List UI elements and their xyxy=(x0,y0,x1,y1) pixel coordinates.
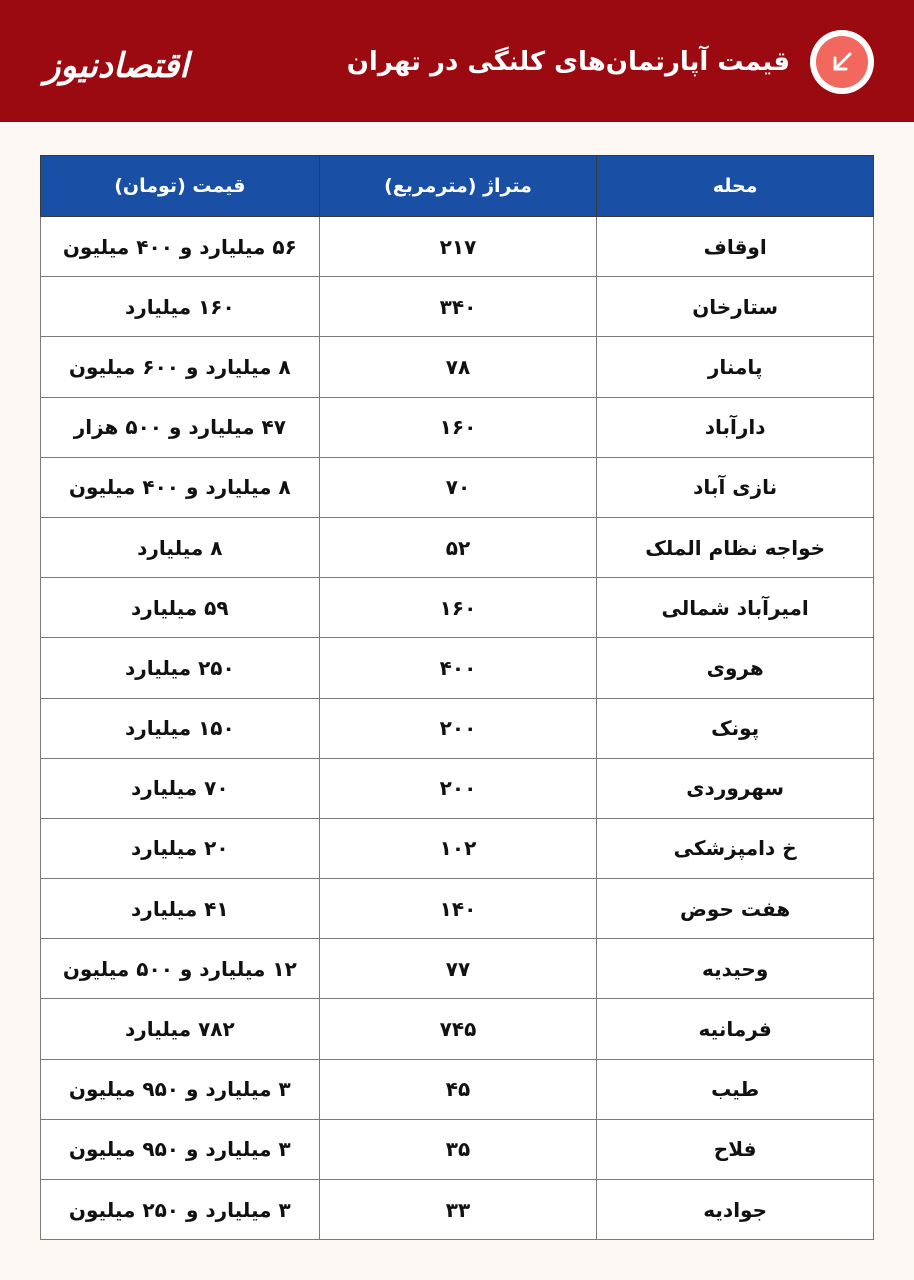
cell-area: ۴۵ xyxy=(319,1059,597,1119)
table-row xyxy=(41,457,874,517)
header-banner xyxy=(0,0,914,122)
cell-area: ۱۶۰ xyxy=(319,397,597,457)
cell-neighborhood: سهروردی xyxy=(597,758,874,818)
table-row xyxy=(41,879,874,939)
cell-neighborhood: هروی xyxy=(597,638,874,698)
brand-logo: اقتصادنیوز xyxy=(44,46,189,86)
table-row xyxy=(41,999,874,1059)
cell-price: ۸ میلیارد و ۶۰۰ میلیون xyxy=(41,337,320,397)
cell-area: ۴۰۰ xyxy=(319,638,597,698)
cell-area: ۷۰ xyxy=(319,457,597,517)
table-row xyxy=(41,217,874,277)
cell-price: ۱۲ میلیارد و ۵۰۰ میلیون xyxy=(41,939,320,999)
cell-price: ۳ میلیارد و ۹۵۰ میلیون xyxy=(41,1119,320,1179)
column-header-neighborhood: محله xyxy=(597,156,874,217)
cell-area: ۳۵ xyxy=(319,1119,597,1179)
cell-area: ۷۸ xyxy=(319,337,597,397)
cell-price: ۸ میلیارد xyxy=(41,517,320,577)
cell-area: ۳۳ xyxy=(319,1180,597,1240)
cell-neighborhood: نازی آباد xyxy=(597,457,874,517)
table-row xyxy=(41,1119,874,1179)
table-row xyxy=(41,397,874,457)
cell-area: ۱۰۲ xyxy=(319,818,597,878)
cell-price: ۷۰ میلیارد xyxy=(41,758,320,818)
table-header-row xyxy=(41,156,874,217)
table-row xyxy=(41,517,874,577)
cell-neighborhood: امیرآباد شمالی xyxy=(597,578,874,638)
table-row xyxy=(41,638,874,698)
icon-circle xyxy=(816,36,868,88)
price-table xyxy=(40,155,874,1240)
cell-area: ۱۶۰ xyxy=(319,578,597,638)
table-row xyxy=(41,1059,874,1119)
cell-area: ۲۰۰ xyxy=(319,698,597,758)
table-row xyxy=(41,698,874,758)
table-row xyxy=(41,1180,874,1240)
table-row xyxy=(41,277,874,337)
cell-neighborhood: دارآباد xyxy=(597,397,874,457)
table-row xyxy=(41,939,874,999)
table-row xyxy=(41,337,874,397)
cell-neighborhood: وحیدیه xyxy=(597,939,874,999)
cell-price: ۸ میلیارد و ۴۰۰ میلیون xyxy=(41,457,320,517)
cell-price: ۴۷ میلیارد و ۵۰۰ هزار xyxy=(41,397,320,457)
cell-neighborhood: طیب xyxy=(597,1059,874,1119)
cell-area: ۲۱۷ xyxy=(319,217,597,277)
cell-neighborhood: فرمانیه xyxy=(597,999,874,1059)
cell-neighborhood: پامنار xyxy=(597,337,874,397)
cell-price: ۳ میلیارد و ۹۵۰ میلیون xyxy=(41,1059,320,1119)
cell-area: ۲۰۰ xyxy=(319,758,597,818)
cell-price: ۲۵۰ میلیارد xyxy=(41,638,320,698)
cell-neighborhood: جوادیه xyxy=(597,1180,874,1240)
cell-neighborhood: خواجه نظام الملک xyxy=(597,517,874,577)
cell-price: ۵۶ میلیارد و ۴۰۰ میلیون xyxy=(41,217,320,277)
column-header-price: قیمت (تومان) xyxy=(41,156,320,217)
cell-area: ۷۷ xyxy=(319,939,597,999)
cell-neighborhood: ستارخان xyxy=(597,277,874,337)
arrow-down-left-icon xyxy=(810,30,874,94)
table-row xyxy=(41,758,874,818)
cell-price: ۵۹ میلیارد xyxy=(41,578,320,638)
cell-neighborhood: اوقاف xyxy=(597,217,874,277)
cell-neighborhood: خ دامپزشکی xyxy=(597,818,874,878)
cell-price: ۲۰ میلیارد xyxy=(41,818,320,878)
page-title: قیمت آپارتمان‌های کلنگی در تهران xyxy=(346,47,790,77)
table-row xyxy=(41,578,874,638)
cell-neighborhood: پونک xyxy=(597,698,874,758)
cell-price: ۱۶۰ میلیارد xyxy=(41,277,320,337)
cell-area: ۷۴۵ xyxy=(319,999,597,1059)
cell-area: ۵۲ xyxy=(319,517,597,577)
arrow-glyph xyxy=(829,49,855,75)
cell-price: ۴۱ میلیارد xyxy=(41,879,320,939)
cell-neighborhood: فلاح xyxy=(597,1119,874,1179)
cell-price: ۳ میلیارد و ۲۵۰ میلیون xyxy=(41,1180,320,1240)
table-row xyxy=(41,818,874,878)
column-header-area: متراژ (مترمربع) xyxy=(319,156,597,217)
cell-neighborhood: هفت حوض xyxy=(597,879,874,939)
cell-price: ۱۵۰ میلیارد xyxy=(41,698,320,758)
cell-area: ۱۴۰ xyxy=(319,879,597,939)
cell-area: ۳۴۰ xyxy=(319,277,597,337)
cell-price: ۷۸۲ میلیارد xyxy=(41,999,320,1059)
